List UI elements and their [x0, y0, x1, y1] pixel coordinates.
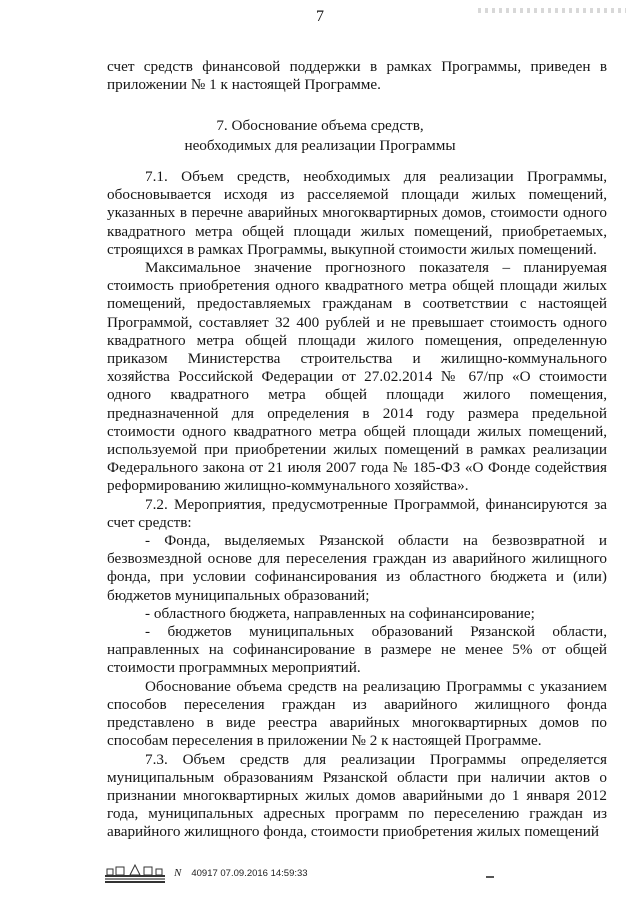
list-item-regional-budget: - областного бюджета, направленных на софинансирование;: [145, 604, 535, 622]
paragraph-justification: Обоснование объема средств на реализацию Программы с указанием способов переселения граждан из аварийного жилищного фонда представлено в виде реестра аварийных многоквартирных домов по способам переселения в приложении № 2 к настоящей Программе.: [107, 677, 607, 750]
list-item-municipal-budgets: - бюджетов муниципальных образований Рязанской области, направленных на софинансирование в размере не менее 5% от общей стоимости программных мероприятий.: [107, 623, 607, 677]
paragraph-7-3: 7.3. Объем средств для реализации Программы определяется муниципальным образованиям Рязанской области при наличии актов о признании многоквартирных жилых домов аварийными до 1 января 2012 года, муниципальных адресных программ по переселению граждан из аварийного жилищного фонда, стоимости приобретения жилых помещений: [107, 750, 607, 841]
scan-artifact: [478, 8, 626, 13]
intro-block: [107, 58, 607, 94]
paragraph-7-1: 7.1. Объем средств, необходимых для реализации Программы, обосновывается исходя из расселяемой площади жилых помещений, указанных в перечне аварийных многоквартирных домов, стоимости одного квадратного метра общей площади жилых помещений, приобретаемых, строящихся в рамках Программы, выкупной стоимости жилых помещений.: [107, 168, 607, 258]
registry-number-mark: N: [174, 867, 182, 879]
document-footer: [104, 860, 308, 886]
registry-stamp-text: 40917 07.09.2016 14:59:33: [191, 867, 308, 879]
list-item-fund: - Фонда, выделяемых Рязанской области на безвозвратной и безвозмездной основе для переселения граждан из аварийного жилищного фонда, при условии софинансирования из областного бюджета и (или) бюджетов муниципальных образований;: [107, 532, 607, 604]
section-body: [107, 168, 607, 842]
paragraph-max-value: Максимальное значение прогнозного показателя – планируемая стоимость приобретения одного квадратного метра общей площади жилых помещений, предоставляемых гражданам в соответствии с настоящей Программой, составляет 32 400 рублей и не превышает стоимость одного квадратного метра общей площади жилого помещения, определенную приказом Министерства строительства и жилищно-коммунального хозяйства Российской Федерации от 27.02.2014 № 67/пр «О стоимости одного квадратного метра общей площади жилого помещения, предназначенной для определения в 2014 году размера предельной стоимости одного квадратного метра общей площади жилых помещений, используемой при приобретении жилых помещений в рамках реализации Федерального закона от 21 июля 2007 года № 185-ФЗ «О Фонде содействия реформированию жилищно-коммунального хозяйства».: [107, 259, 607, 495]
page-number: 7: [316, 8, 324, 25]
registry-stamp-logo-icon: [104, 861, 166, 885]
section-heading-line2: необходимых для реализации Программы: [184, 137, 456, 154]
section-heading-line1: 7. Обоснование объема средств,: [216, 117, 424, 134]
paragraph-7-2: 7.2. Мероприятия, предусмотренные Программой, финансируются за счет средств:: [107, 495, 607, 531]
intro-paragraph: счет средств финансовой поддержки в рамках Программы, приведен в приложении № 1 к настоящей Программе.: [107, 58, 607, 94]
scan-artifact-dash: [486, 876, 494, 878]
